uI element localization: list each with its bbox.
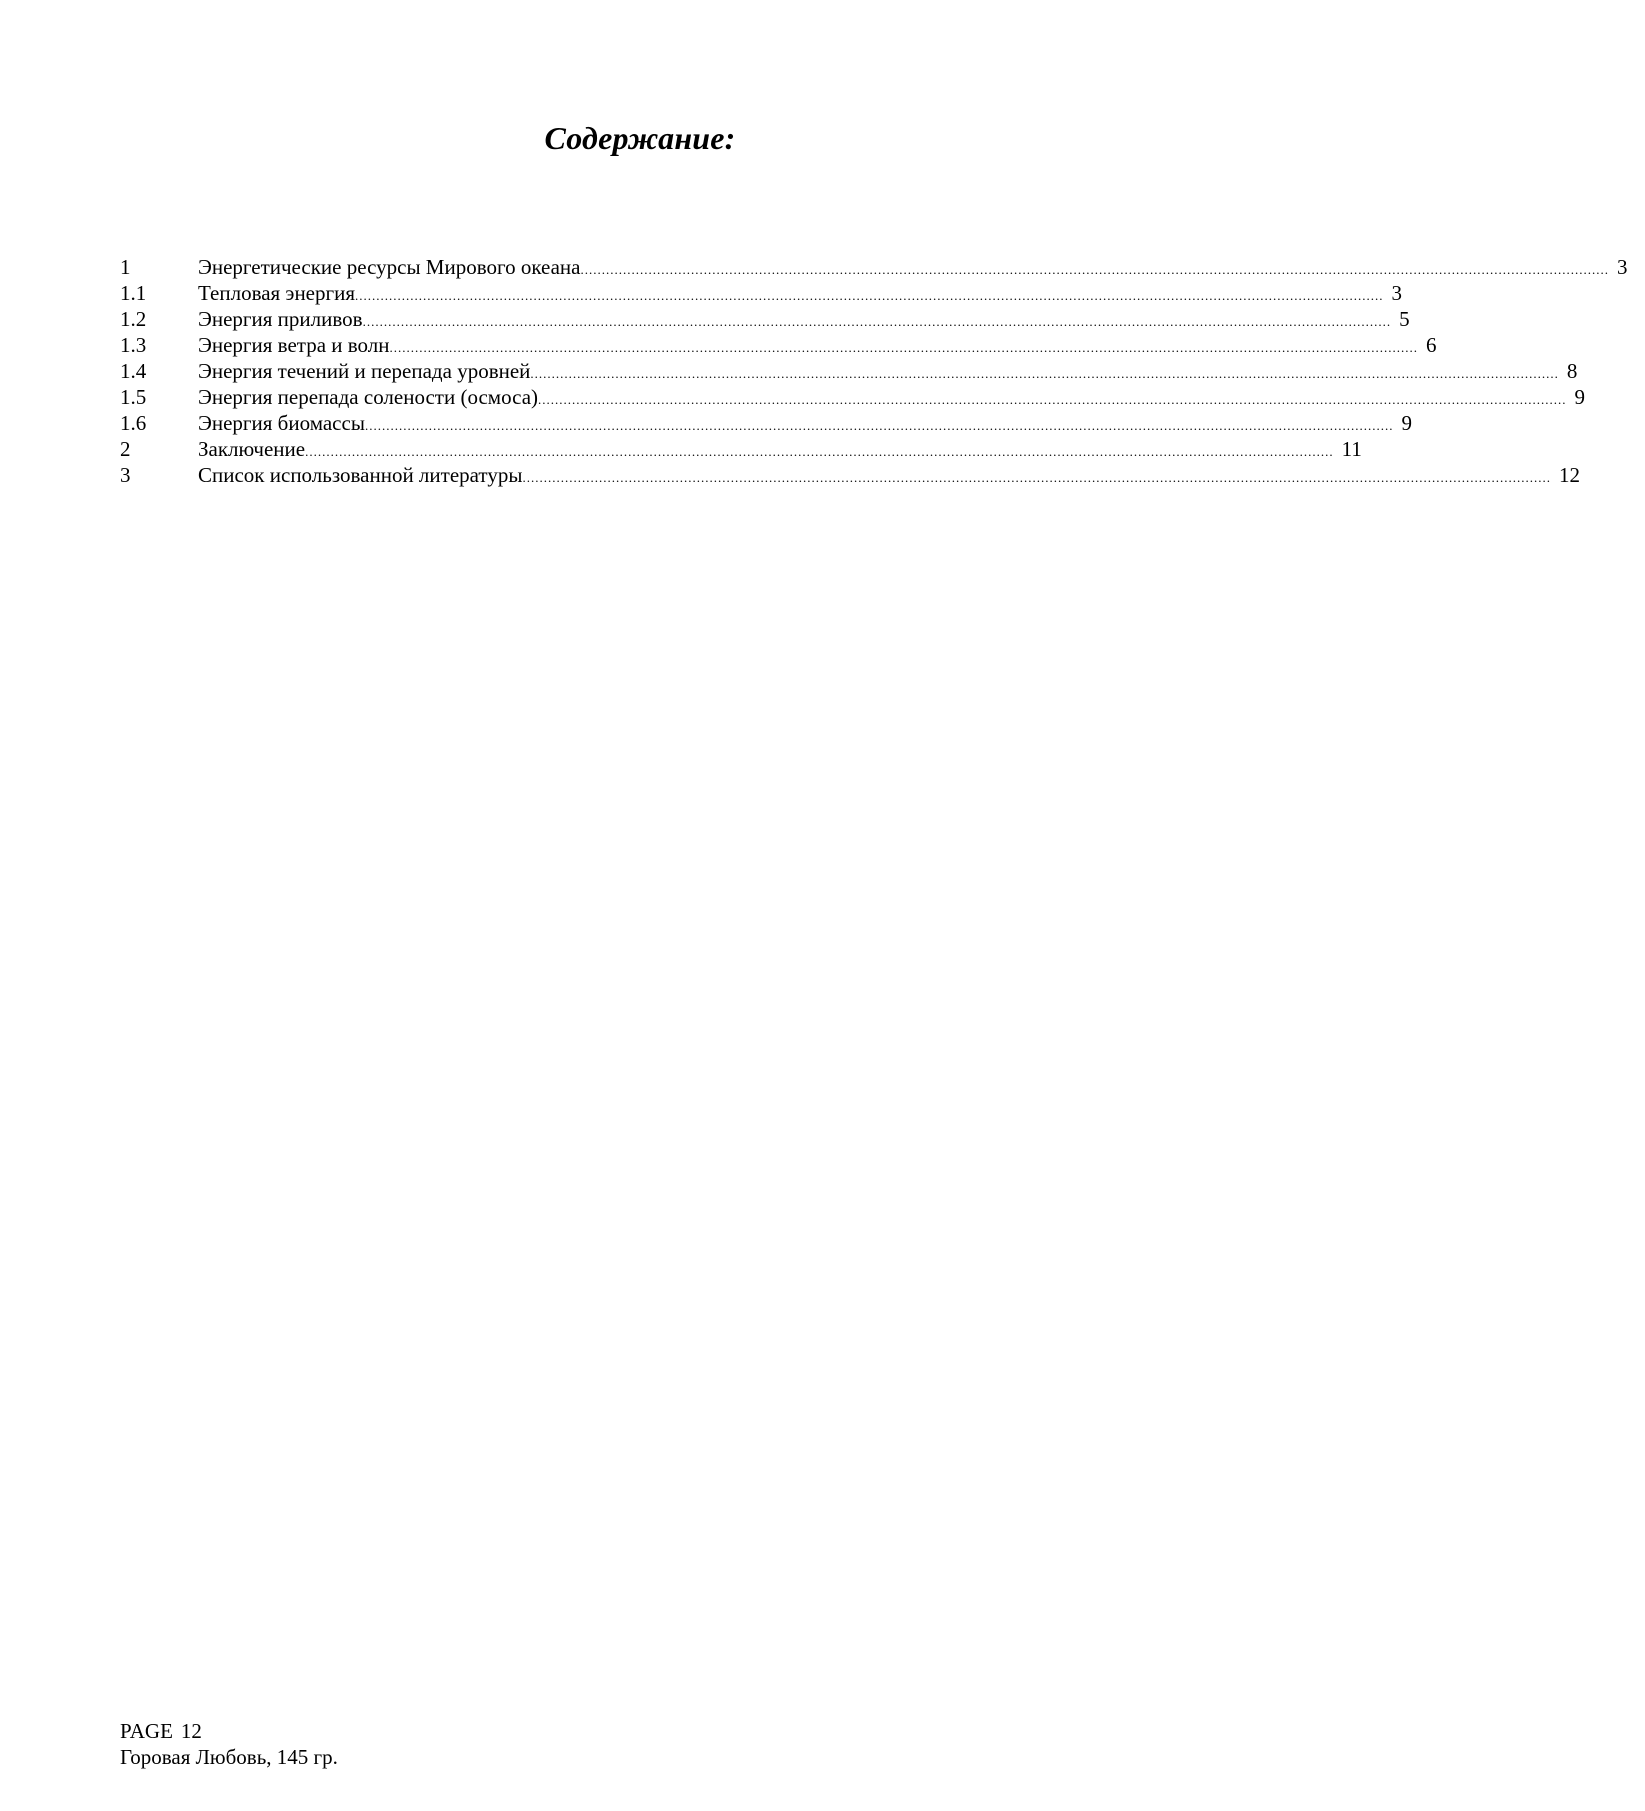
toc-entry[interactable] [120,384,1586,410]
toc-entry-number: 1.5 [120,385,147,409]
toc-entry-title: Энергетические ресурсы Мирового океана [198,255,581,279]
toc-entry-title: Список использованной литературы [198,463,523,487]
toc-entry-title: Энергия биомассы [198,411,365,435]
toc-entry-title: Заключение [198,437,306,461]
toc-entry-title: Энергия перепада солености (осмоса) [198,385,539,409]
toc-entry-page: 3 [1391,281,1403,305]
toc-entry[interactable] [120,332,1437,358]
toc-entry-title: Энергия ветра и волн [198,333,390,357]
toc-entry[interactable] [120,410,1412,436]
toc-entry-number: 1 [120,255,131,279]
toc-entry-page: 3 [1616,255,1628,279]
toc-dot-leader [390,335,1419,361]
table-of-contents [120,254,1628,488]
toc-dot-leader [530,361,1559,387]
toc-dot-leader [355,283,1384,309]
footer-page-number: 12 [180,1719,202,1743]
page-footer [120,1718,338,1770]
toc-entry-number: 1.3 [120,333,147,357]
toc-entry[interactable] [120,462,1580,488]
toc-entry-page: 12 [1558,463,1580,487]
toc-title: Содержание: [544,120,736,156]
toc-entry-number: 1.4 [120,359,147,383]
footer-page-field [120,1718,338,1744]
toc-dot-leader [363,309,1392,335]
toc-entry[interactable] [120,358,1578,384]
toc-entry-title: Энергия течений и перепада уровней [198,359,531,383]
footer-author: Горовая Любовь, 145 гр. [120,1745,338,1769]
toc-entry-title: Тепловая энергия [198,281,356,305]
toc-entry[interactable] [120,280,1403,306]
toc-entry-number: 3 [120,463,131,487]
toc-dot-leader [522,465,1551,491]
toc-entry-page: 11 [1341,437,1362,461]
toc-entry[interactable] [120,254,1628,280]
toc-entry-page: 6 [1426,333,1437,357]
toc-entry[interactable] [120,306,1410,332]
toc-entry-number: 1.1 [120,281,147,305]
footer-page-label: PAGE [120,1719,173,1743]
toc-entry-page: 9 [1401,411,1412,435]
toc-entry-number: 1.2 [120,307,147,331]
toc-entry-title: Энергия приливов [198,307,363,331]
toc-entry[interactable] [120,436,1362,462]
toc-entry-number: 1.6 [120,411,147,435]
toc-dot-leader [580,257,1609,283]
toc-entry-page: 5 [1399,307,1410,331]
toc-entry-page: 9 [1574,385,1586,409]
toc-entry-page: 8 [1566,359,1578,383]
toc-dot-leader [365,413,1394,439]
toc-entry-number: 2 [120,437,131,461]
